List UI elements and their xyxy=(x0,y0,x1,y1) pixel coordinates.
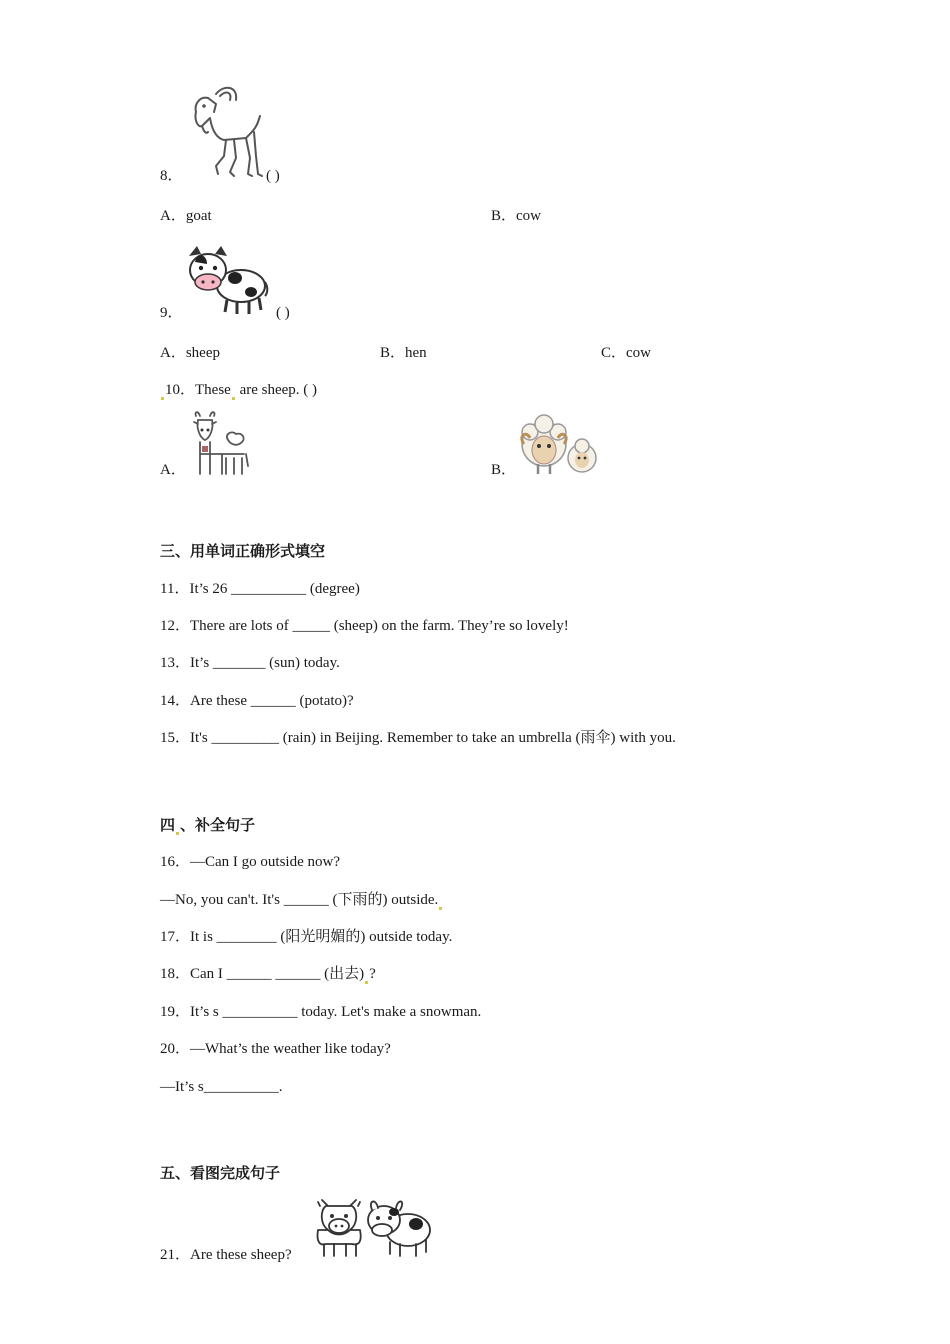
mark-dot xyxy=(365,981,368,984)
question-number: 10． xyxy=(165,382,196,398)
option-text: cow xyxy=(626,345,652,361)
option-text: goat xyxy=(185,208,212,224)
question-20: 20．—What’s the weather like today? xyxy=(160,1041,391,1057)
mark-dot xyxy=(439,907,442,910)
question-21: 21．Are these sheep? xyxy=(160,1247,292,1263)
answer-bracket: ( ) xyxy=(276,305,290,321)
option-b: B．hen xyxy=(380,345,427,361)
answer-bracket: ( ) xyxy=(266,168,280,184)
section-3-title: 三、用单词正确形式填空 xyxy=(160,542,326,560)
option-b-label: B． xyxy=(491,462,517,478)
mark-dot xyxy=(176,832,179,835)
question-16-answer: —No, you can't. It's ______ (下雨的) outside. xyxy=(160,890,443,910)
question-17: 17．It is ________ (阳光明媚的) outside today. xyxy=(160,929,453,945)
question-14: 14．Are these ______ (potato)? xyxy=(160,693,354,709)
question-12: 12．There are lots of _____ (sheep) on the farm. They’re so lovely! xyxy=(160,618,569,634)
mark-dot xyxy=(232,397,235,400)
question-9 xyxy=(160,303,183,323)
question-11: 11．It’s 26 __________ (degree) xyxy=(160,581,360,597)
question-number: 9． xyxy=(160,305,183,321)
section-4-title: 四 、补全句子 xyxy=(160,816,256,834)
question-20-answer: —It’s s__________. xyxy=(160,1079,283,1095)
goat-image xyxy=(186,82,266,182)
question-13: 13．It’s _______ (sun) today. xyxy=(160,655,340,671)
question-15: 15．It's _________ (rain) in Beijing. Remember to take an umbrella (雨伞) with you. xyxy=(160,730,676,746)
cows-image xyxy=(312,1190,436,1262)
mark-dot xyxy=(161,397,164,400)
question-10: 10．These are sheep. ( ) xyxy=(160,380,317,400)
cow-image xyxy=(183,242,269,316)
question-16: 16．—Can I go outside now? xyxy=(160,854,340,870)
option-text: hen xyxy=(405,345,427,361)
goats-image xyxy=(188,410,252,476)
question-19: 19．It’s s __________ today. Let's make a snowman. xyxy=(160,1004,482,1020)
question-8 xyxy=(160,166,183,186)
question-number: 8． xyxy=(160,168,183,184)
option-c: C．cow xyxy=(601,345,652,361)
option-text: sheep xyxy=(185,345,220,361)
option-text: cow xyxy=(516,208,542,224)
sheep-image xyxy=(516,414,600,476)
option-a: A．goat xyxy=(160,208,212,224)
option-a: A．sheep xyxy=(160,345,220,361)
option-b: B．cow xyxy=(491,208,542,224)
section-5-title: 五、看图完成句子 xyxy=(160,1164,281,1182)
option-a-label: A． xyxy=(160,462,186,478)
question-18: 18．Can I ______ ______ (出去) ? xyxy=(160,966,376,982)
